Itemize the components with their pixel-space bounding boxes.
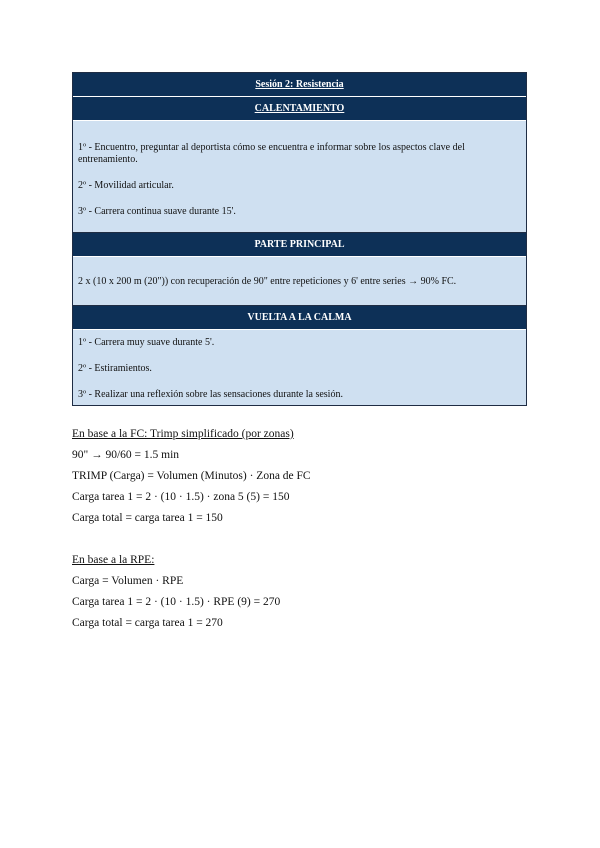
cooldown-heading: VUELTA A LA CALMA	[247, 312, 352, 323]
cooldown-item: 1º - Carrera muy suave durante 5'.	[78, 337, 215, 348]
warmup-heading-row	[73, 97, 526, 121]
session-title-row	[73, 73, 526, 97]
rpe-heading: En base a la RPE:	[72, 554, 155, 566]
fc-line: Carga tarea 1 = 2 · (10 · 1.5) · zona 5 (5) = 150	[72, 491, 290, 503]
session-title: Sesión 2: Resistencia	[255, 79, 344, 90]
main-heading: PARTE PRINCIPAL	[254, 239, 345, 250]
rpe-line: Carga total = carga tarea 1 = 270	[72, 617, 223, 629]
cooldown-heading-row	[73, 306, 526, 330]
fc-heading: En base a la FC: Trimp simplificado (por zonas)	[72, 428, 294, 440]
main-text: 2 x (10 x 200 m (20")) con recuperación de 90" entre repeticiones y 6' entre series → 90% FC.	[78, 276, 457, 287]
warmup-body	[73, 121, 526, 233]
rpe-line: Carga tarea 1 = 2 · (10 · 1.5) · RPE (9) = 270	[72, 596, 281, 608]
warmup-item: 2º - Movilidad articular.	[78, 180, 174, 191]
main-heading-row	[73, 233, 526, 257]
warmup-item: 1º - Encuentro, preguntar al deportista cómo se encuentra e informar sobre los aspectos clave del entrenamiento.	[78, 142, 465, 165]
cooldown-body	[73, 330, 526, 405]
session-table	[72, 72, 527, 406]
cooldown-item: 2º - Estiramientos.	[78, 363, 152, 374]
fc-line: TRIMP (Carga) = Volumen (Minutos) · Zona de FC	[72, 470, 311, 482]
cooldown-item: 3º - Realizar una reflexión sobre las sensaciones durante la sesión.	[78, 389, 343, 400]
rpe-line: Carga = Volumen · RPE	[72, 575, 184, 587]
fc-line: 90" → 90/60 = 1.5 min	[72, 449, 180, 461]
main-body	[73, 257, 526, 306]
warmup-heading: CALENTAMIENTO	[254, 103, 345, 114]
warmup-item: 3º - Carrera continua suave durante 15'.	[78, 206, 236, 217]
fc-line: Carga total = carga tarea 1 = 150	[72, 512, 223, 524]
